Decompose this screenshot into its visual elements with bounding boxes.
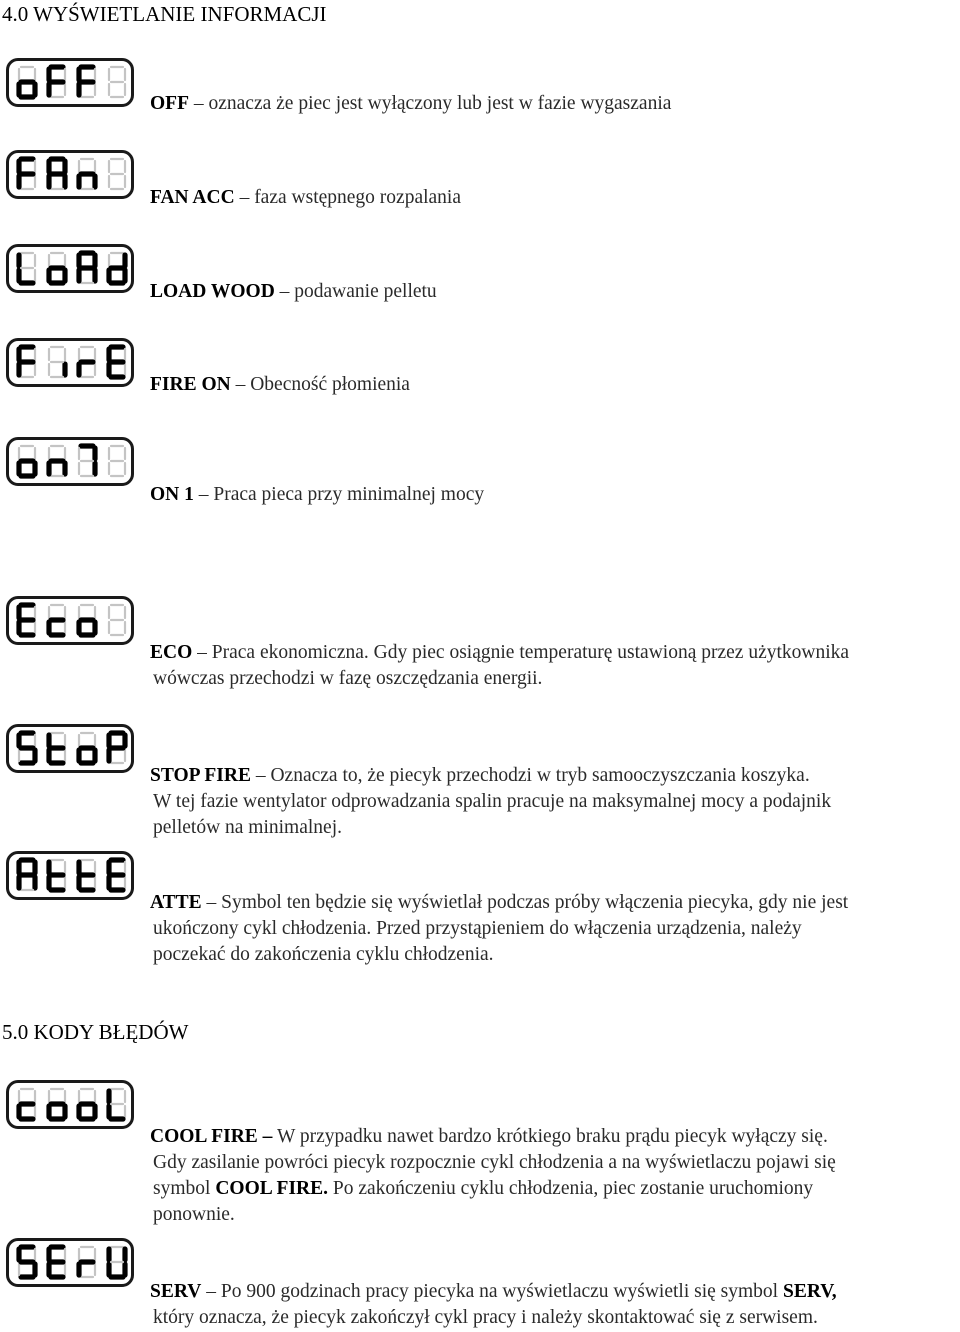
entry-term: STOP FIRE: [150, 765, 251, 786]
entry-text: W przypadku nawet bardzo krótkiego braku prądu piecyk wyłączy się.: [276, 1126, 828, 1147]
entry-term: ATTE: [150, 892, 202, 913]
lcd-display-load: [6, 244, 134, 293]
lcd-display-atte: [6, 851, 134, 900]
lcd-display-serv: [6, 1238, 134, 1287]
entry-text: W tej fazie wentylator odprowadzania spalin pracuje na maksymalnej mocy a podajnik: [153, 791, 832, 812]
entry-text: podawanie pelletu: [294, 281, 437, 302]
entry-text: ponownie.: [153, 1204, 235, 1225]
entry-text: Praca ekonomiczna. Gdy piec osiągnie temperaturę ustawioną przez użytkownika: [211, 642, 850, 663]
lcd-display-eco: [6, 596, 134, 645]
entry-text: wówczas przechodzi w fazę oszczędzania energii.: [153, 668, 543, 689]
entry-cool-fire: [150, 1124, 960, 1228]
entry-term: SERV: [150, 1281, 202, 1302]
entry-text: – Po 900 godzinach pracy piecyka na wyświetlaczu wyświetli się symbol: [206, 1281, 779, 1302]
seven-segment-digits: [9, 440, 131, 483]
seven-segment-digits: [9, 599, 131, 642]
lcd-display-fan: [6, 150, 134, 199]
entry-text: który oznacza, że piecyk zakończył cykl pracy i należy skontaktować się z serwisem.: [153, 1307, 818, 1328]
entry-stop-fire: STOP FIRE – Oznacza to, że piecyk przechodzi w tryb samooczyszczania koszyka. W tej fazie wentylator odprowadzania spalin pracuje na maksymalnej mocy a podajnik pelletów na minimalnej.: [150, 763, 960, 841]
entry-term: FIRE ON: [150, 374, 231, 395]
seven-segment-digits: [9, 1083, 131, 1126]
entry-eco: ECO – Praca ekonomiczna. Gdy piec osiągnie temperaturę ustawioną przez użytkownika wówczas przechodzi w fazę oszczędzania energii.: [150, 640, 960, 692]
entry-text: Oznacza to, że piecyk przechodzi w tryb samooczyszczania koszyka.: [270, 765, 810, 786]
lcd-display-off: [6, 58, 134, 107]
entry-text: Praca pieca przy minimalnej mocy: [213, 484, 485, 505]
entry-term: FAN ACC: [150, 187, 235, 208]
lcd-display-cool: [6, 1080, 134, 1129]
lcd-display-on1: [6, 437, 134, 486]
entry-term: COOL FIRE.: [215, 1178, 328, 1199]
seven-segment-digits: [9, 341, 131, 384]
entry-text: Obecność płomienia: [250, 374, 410, 395]
entry-term: LOAD WOOD: [150, 281, 275, 302]
entry-text: poczekać do zakończenia cyklu chłodzenia.: [153, 944, 494, 965]
entry-atte: ATTE – Symbol ten będzie się wyświetlał podczas próby włączenia piecyka, gdy nie jest ukończony cykl chłodzenia. Przed przystąpieniem do włączenia urządzenia, należy poczekać do zakończenia cyklu chłodzenia.: [150, 890, 960, 968]
entry-term: ECO: [150, 642, 193, 663]
entry-fire-on: FIRE ON – Obecność płomienia: [150, 374, 410, 395]
entry-fan-acc: FAN ACC – faza wstępnego rozpalania: [150, 187, 461, 208]
seven-segment-digits: [9, 61, 131, 104]
section-heading-error-codes: 5.0 KODY BŁĘDÓW: [2, 1020, 189, 1044]
seven-segment-digits: [9, 153, 131, 196]
section-heading-display-info: 4.0 WYŚWIETLANIE INFORMACJI: [2, 2, 327, 26]
entry-text: Po zakończeniu cyklu chłodzenia, piec zostanie uruchomiony: [332, 1178, 814, 1199]
seven-segment-digits: [9, 854, 131, 897]
entry-text: ukończony cykl chłodzenia. Przed przystąpieniem do włączenia urządzenia, należy: [153, 918, 802, 939]
entry-term: COOL FIRE –: [150, 1126, 273, 1147]
entry-text: Gdy zasilanie powróci piecyk rozpocznie cykl chłodzenia a na wyświetlaczu pojawi się: [153, 1152, 836, 1173]
seven-segment-digits: [9, 727, 131, 770]
entry-text: Symbol ten będzie się wyświetlał podczas próby włączenia piecyka, gdy nie jest: [221, 892, 849, 913]
entry-serv: [150, 1279, 960, 1331]
seven-segment-digits: [9, 1241, 131, 1284]
entry-load-wood: LOAD WOOD – podawanie pelletu: [150, 281, 437, 302]
entry-term: ON 1: [150, 484, 194, 505]
entry-text: oznacza że piec jest wyłączony lub jest w fazie wygaszania: [208, 93, 672, 114]
entry-text: faza wstępnego rozpalania: [254, 187, 461, 208]
seven-segment-digits: [9, 247, 131, 290]
entry-term: OFF: [150, 93, 189, 114]
lcd-display-fire: [6, 338, 134, 387]
lcd-display-stop: [6, 724, 134, 773]
entry-on-1: ON 1 – Praca pieca przy minimalnej mocy: [150, 484, 485, 505]
entry-text: symbol: [153, 1178, 211, 1199]
entry-text: pelletów na minimalnej.: [153, 817, 342, 838]
entry-term: SERV,: [782, 1281, 837, 1302]
entry-off: OFF – oznacza że piec jest wyłączony lub jest w fazie wygaszania: [150, 93, 672, 114]
